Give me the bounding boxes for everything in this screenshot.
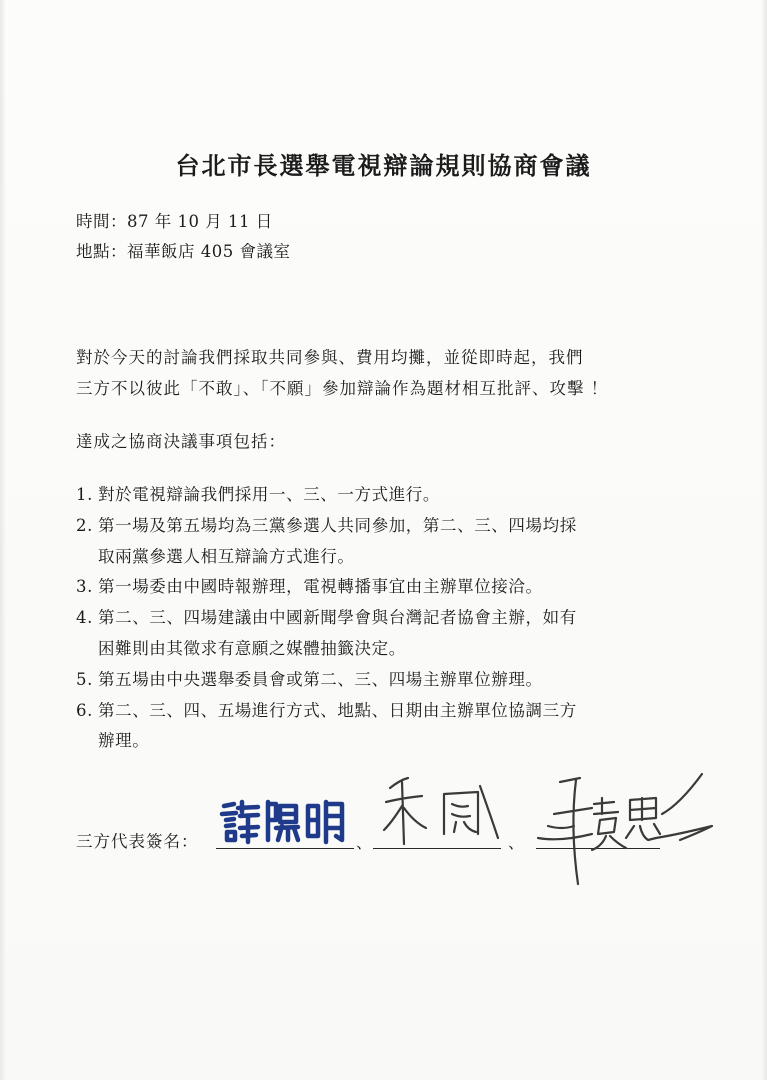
meeting-place: 地點：福華飯店 405 會議室 [76, 242, 291, 261]
item-number: 6. [76, 700, 93, 720]
list-item [76, 603, 696, 665]
item-number: 2. [76, 515, 93, 535]
meeting-time: 時間：87 年 10 月 11 日 [76, 212, 273, 231]
signature-1 [218, 796, 358, 848]
item-number: 5. [76, 669, 93, 689]
list-item [76, 572, 696, 603]
signatures-label: 三方代表簽名： [76, 832, 199, 851]
resolutions-heading: 達成之協商決議事項包括： [76, 432, 286, 451]
item-number: 3. [76, 577, 93, 597]
item-text: 第二、三、四場建議由中國新聞學會與台灣記者協會主辦，如有 困難則由其徵求有意願之媒體抽籤決定。 [98, 608, 577, 658]
list-item [76, 665, 696, 696]
signature-separator: 、 [356, 833, 373, 852]
signature-line-1 [216, 848, 354, 849]
signature-separator: 、 [508, 833, 525, 852]
intro-line-2: 三方不以彼此「不敢」、「不願」參加辯論作為題材相互批評、攻擊 ！ [76, 379, 609, 398]
item-text: 第一場及第五場均為三黨參選人共同參加，第二、三、四場均採 取兩黨參選人相互辯論方式進行。 [98, 515, 577, 566]
item-number: 4. [76, 608, 93, 628]
document-title: 台北市長選舉電視辯論規則協商會議 [175, 151, 592, 180]
item-text: 第二、三、四、五場進行方式、地點、日期由主辦單位協調三方 辦理。 [98, 700, 577, 751]
item-text: 對於電視辯論我們採用一、三、一方式進行。 [98, 485, 440, 504]
list-item [76, 511, 696, 573]
item-number: 1. [76, 485, 93, 504]
intro-line-1: 對於今天的討論我們採取共同參與、費用均攤，並從即時起，我們 [76, 348, 584, 367]
list-item [76, 696, 696, 758]
signature-2 [382, 774, 502, 850]
item-text: 第一場委由中國時報辦理，電視轉播事宜由主辦單位接洽。 [98, 577, 543, 597]
resolutions-list [76, 480, 696, 757]
list-item [76, 480, 696, 511]
item-text: 第五場由中央選舉委員會或第二、三、四場主辦單位辦理。 [98, 669, 543, 689]
signature-3 [530, 768, 716, 892]
